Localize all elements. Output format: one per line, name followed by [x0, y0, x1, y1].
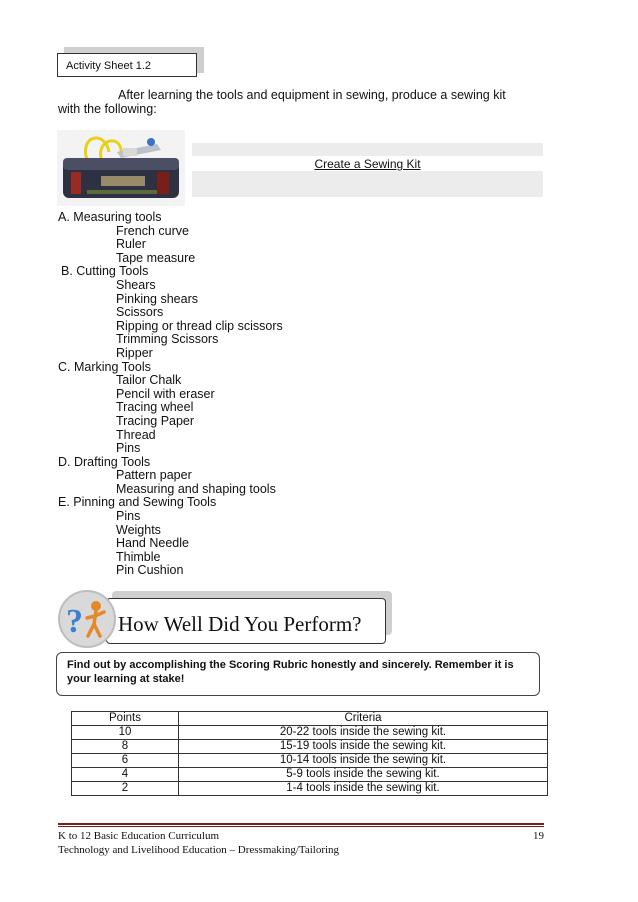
- criteria-cell: 5-9 tools inside the sewing kit.: [179, 768, 548, 782]
- sewing-kit-photo: [57, 130, 185, 206]
- list-item: Tracing Paper: [116, 413, 195, 428]
- list-item: Tailor Chalk: [116, 373, 182, 388]
- list-item: Trimming Scissors: [116, 332, 219, 347]
- table-row: [72, 768, 548, 782]
- question-figure-icon: [58, 590, 116, 648]
- category-pinning-sewing: E. Pinning and Sewing Tools: [58, 495, 217, 510]
- criteria-cell: 20-22 tools inside the sewing kit.: [179, 726, 548, 740]
- table-row: [72, 740, 548, 754]
- perform-title: How Well Did You Perform?: [118, 612, 362, 636]
- list-item: Ruler: [116, 237, 146, 252]
- category-marking: C. Marking Tools: [58, 359, 151, 374]
- find-out-note: [56, 652, 540, 696]
- category-cutting: B. Cutting Tools: [61, 264, 149, 279]
- points-cell: 4: [72, 768, 179, 782]
- intro-line-1: After learning the tools and equipment in sewing, produce a sewing kit: [118, 88, 506, 102]
- list-item: Ripper: [116, 345, 153, 360]
- list-item: Pin Cushion: [116, 563, 184, 578]
- list-item: Pencil with eraser: [116, 386, 215, 401]
- criteria-cell: 10-14 tools inside the sewing kit.: [179, 754, 548, 768]
- list-item: Pins: [116, 441, 141, 456]
- points-cell: 2: [72, 782, 179, 796]
- category-drafting: D. Drafting Tools: [58, 454, 151, 469]
- page-footer: [58, 829, 544, 857]
- list-item: Measuring and shaping tools: [116, 481, 276, 496]
- svg-text:?: ?: [66, 603, 83, 640]
- intro-paragraph: [58, 88, 558, 116]
- list-item: Weights: [116, 522, 161, 537]
- list-item: Pattern paper: [116, 468, 192, 483]
- scoring-rubric-table: [71, 711, 548, 796]
- list-item: French curve: [116, 223, 189, 238]
- title-band-bottom: [192, 171, 543, 197]
- title-band-top: [192, 143, 543, 156]
- points-cell: 10: [72, 726, 179, 740]
- find-out-line-1: Find out by accomplishing the Scoring Rubric honestly and sincerely. Remember it is: [67, 659, 514, 671]
- footer-curriculum: K to 12 Basic Education Curriculum: [58, 830, 219, 842]
- table-row: [72, 754, 548, 768]
- list-item: Pins: [116, 509, 141, 524]
- points-cell: 6: [72, 754, 179, 768]
- header-points: Points: [72, 712, 179, 726]
- tools-list: [58, 211, 458, 578]
- list-item: Shears: [116, 277, 156, 292]
- footer-subject: Technology and Livelihood Education – Dressmaking/Tailoring: [58, 844, 340, 856]
- list-item: Thread: [116, 427, 156, 442]
- category-measuring: A. Measuring tools: [58, 210, 162, 224]
- header-criteria: Criteria: [179, 712, 548, 726]
- table-row: [72, 782, 548, 796]
- list-item: Hand Needle: [116, 536, 189, 551]
- points-cell: 8: [72, 740, 179, 754]
- footer-rule-thin: [58, 826, 544, 827]
- page-number: 19: [533, 830, 544, 842]
- list-item: Tracing wheel: [116, 400, 194, 415]
- list-item: Thimble: [116, 549, 161, 564]
- criteria-cell: 15-19 tools inside the sewing kit.: [179, 740, 548, 754]
- intro-line-2: with the following:: [58, 102, 157, 116]
- kit-title: Create a Sewing Kit: [314, 157, 421, 171]
- table-row: [72, 726, 548, 740]
- footer-rule: [58, 823, 544, 825]
- list-item: Scissors: [116, 305, 164, 320]
- find-out-line-2: your learning at stake!: [67, 673, 185, 685]
- list-item: Tape measure: [116, 250, 196, 265]
- list-item: Ripping or thread clip scissors: [116, 318, 283, 333]
- table-header-row: [72, 712, 548, 726]
- criteria-cell: 1-4 tools inside the sewing kit.: [179, 782, 548, 796]
- list-item: Pinking shears: [116, 291, 198, 306]
- activity-sheet-label: Activity Sheet 1.2: [57, 53, 197, 77]
